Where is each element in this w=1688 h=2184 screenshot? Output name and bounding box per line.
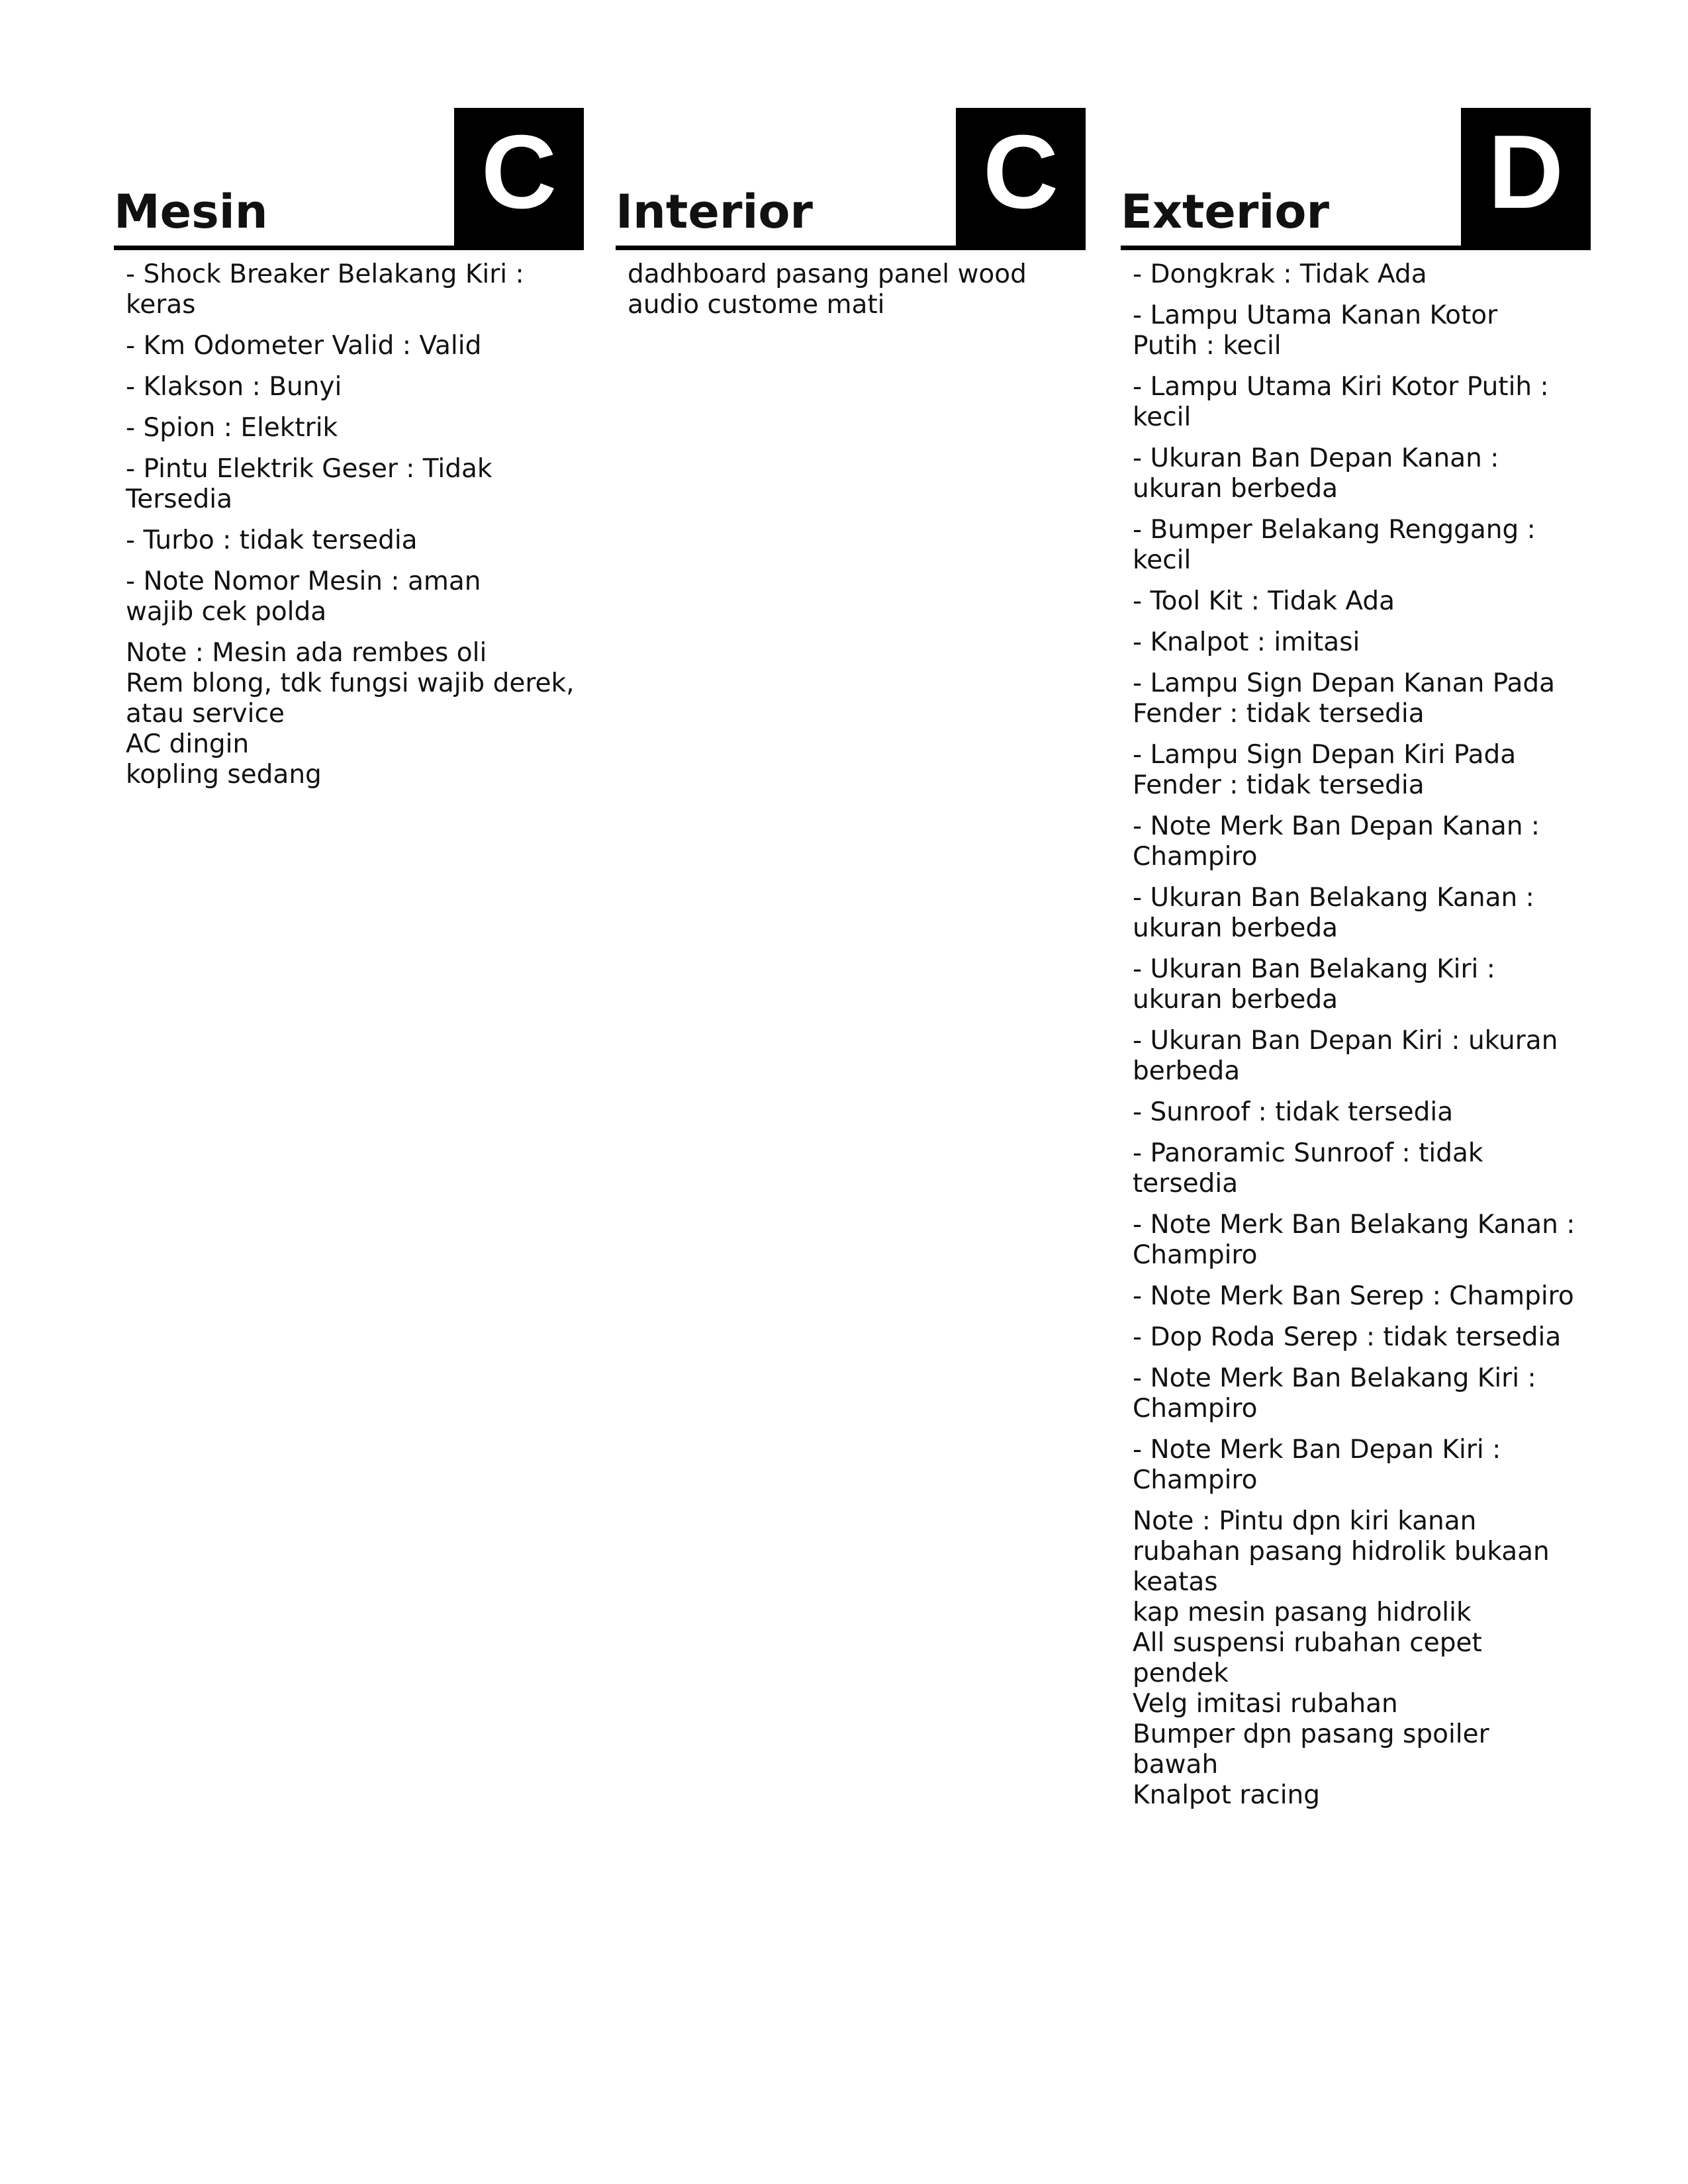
section-note: Note : Pintu dpn kiri kanan rubahan pasang hidrolik bukaan keatas kap mesin pasang hidrolik All suspensi rubahan cepet pendek Velg imitasi rubahan Bumper dpn pasang spoiler bawah Knalpot racing <box>1133 1506 1550 1810</box>
list-item: - Shock Breaker Belakang Kiri : keras <box>126 259 524 320</box>
list-item: - Note Merk Ban Belakang Kiri : Champiro <box>1133 1363 1536 1424</box>
section-note: dadhboard pasang panel wood audio custome mati <box>628 259 1027 320</box>
section-header <box>114 108 584 250</box>
list-item: - Turbo : tidak tersedia <box>126 525 418 555</box>
section-header <box>1121 108 1591 250</box>
section-exterior <box>1121 108 1591 1811</box>
section-interior <box>616 108 1086 320</box>
section-header <box>616 108 1086 250</box>
list-item: - Lampu Sign Depan Kiri Pada Fender : tidak tersedia <box>1133 740 1517 800</box>
list-item: - Sunroof : tidak tersedia <box>1133 1097 1454 1127</box>
list-item: - Dongkrak : Tidak Ada <box>1133 259 1427 289</box>
list-item: - Spion : Elektrik <box>126 413 338 443</box>
list-item: - Lampu Utama Kanan Kotor Putih : kecil <box>1133 300 1498 361</box>
section-mesin <box>114 108 584 790</box>
list-item: - Ukuran Ban Depan Kanan : ukuran berbeda <box>1133 443 1499 504</box>
item-list <box>1121 250 1576 1496</box>
list-item: - Bumper Belakang Renggang : kecil <box>1133 515 1536 575</box>
list-item: - Pintu Elektrik Geser : Tidak Tersedia <box>126 454 492 514</box>
list-item: - Note Nomor Mesin : aman wajib cek polda <box>126 567 481 627</box>
list-item: - Ukuran Ban Depan Kiri : ukuran berbeda <box>1133 1026 1558 1086</box>
list-item: - Note Merk Ban Serep : Champiro <box>1133 1281 1574 1311</box>
section-title: Mesin <box>114 185 268 239</box>
list-item: - Dop Roda Serep : tidak tersedia <box>1133 1322 1562 1352</box>
list-item: - Note Merk Ban Belakang Kanan : Champiro <box>1133 1210 1575 1270</box>
section-note: Note : Mesin ada rembes oli Rem blong, tdk fungsi wajib derek, atau service AC dingin kopling sedang <box>126 638 575 790</box>
list-item: - Tool Kit : Tidak Ada <box>1133 586 1395 616</box>
list-item: - Klakson : Bunyi <box>126 372 342 402</box>
list-item: - Note Merk Ban Depan Kiri : Champiro <box>1133 1435 1501 1495</box>
grade-letter: C <box>982 114 1059 230</box>
list-item: - Ukuran Ban Belakang Kanan : ukuran berbeda <box>1133 883 1534 943</box>
list-item: - Ukuran Ban Belakang Kiri : ukuran berbeda <box>1133 954 1495 1015</box>
list-item: - Km Odometer Valid : Valid <box>126 331 482 361</box>
list-item: - Note Merk Ban Depan Kanan : Champiro <box>1133 811 1540 872</box>
list-item: - Knalpot : imitasi <box>1133 627 1360 657</box>
item-list <box>114 250 576 627</box>
grade-badge <box>1461 108 1591 246</box>
list-item: - Panoramic Sunroof : tidak tersedia <box>1133 1138 1483 1199</box>
grade-letter: C <box>481 114 557 230</box>
section-title: Interior <box>616 185 813 239</box>
section-title: Exterior <box>1121 185 1330 239</box>
grade-letter: D <box>1487 114 1564 230</box>
list-item: - Lampu Utama Kiri Kotor Putih : kecil <box>1133 372 1549 432</box>
grade-badge <box>956 108 1086 246</box>
list-item: - Lampu Sign Depan Kanan Pada Fender : tidak tersedia <box>1133 668 1556 729</box>
grade-badge <box>454 108 584 246</box>
